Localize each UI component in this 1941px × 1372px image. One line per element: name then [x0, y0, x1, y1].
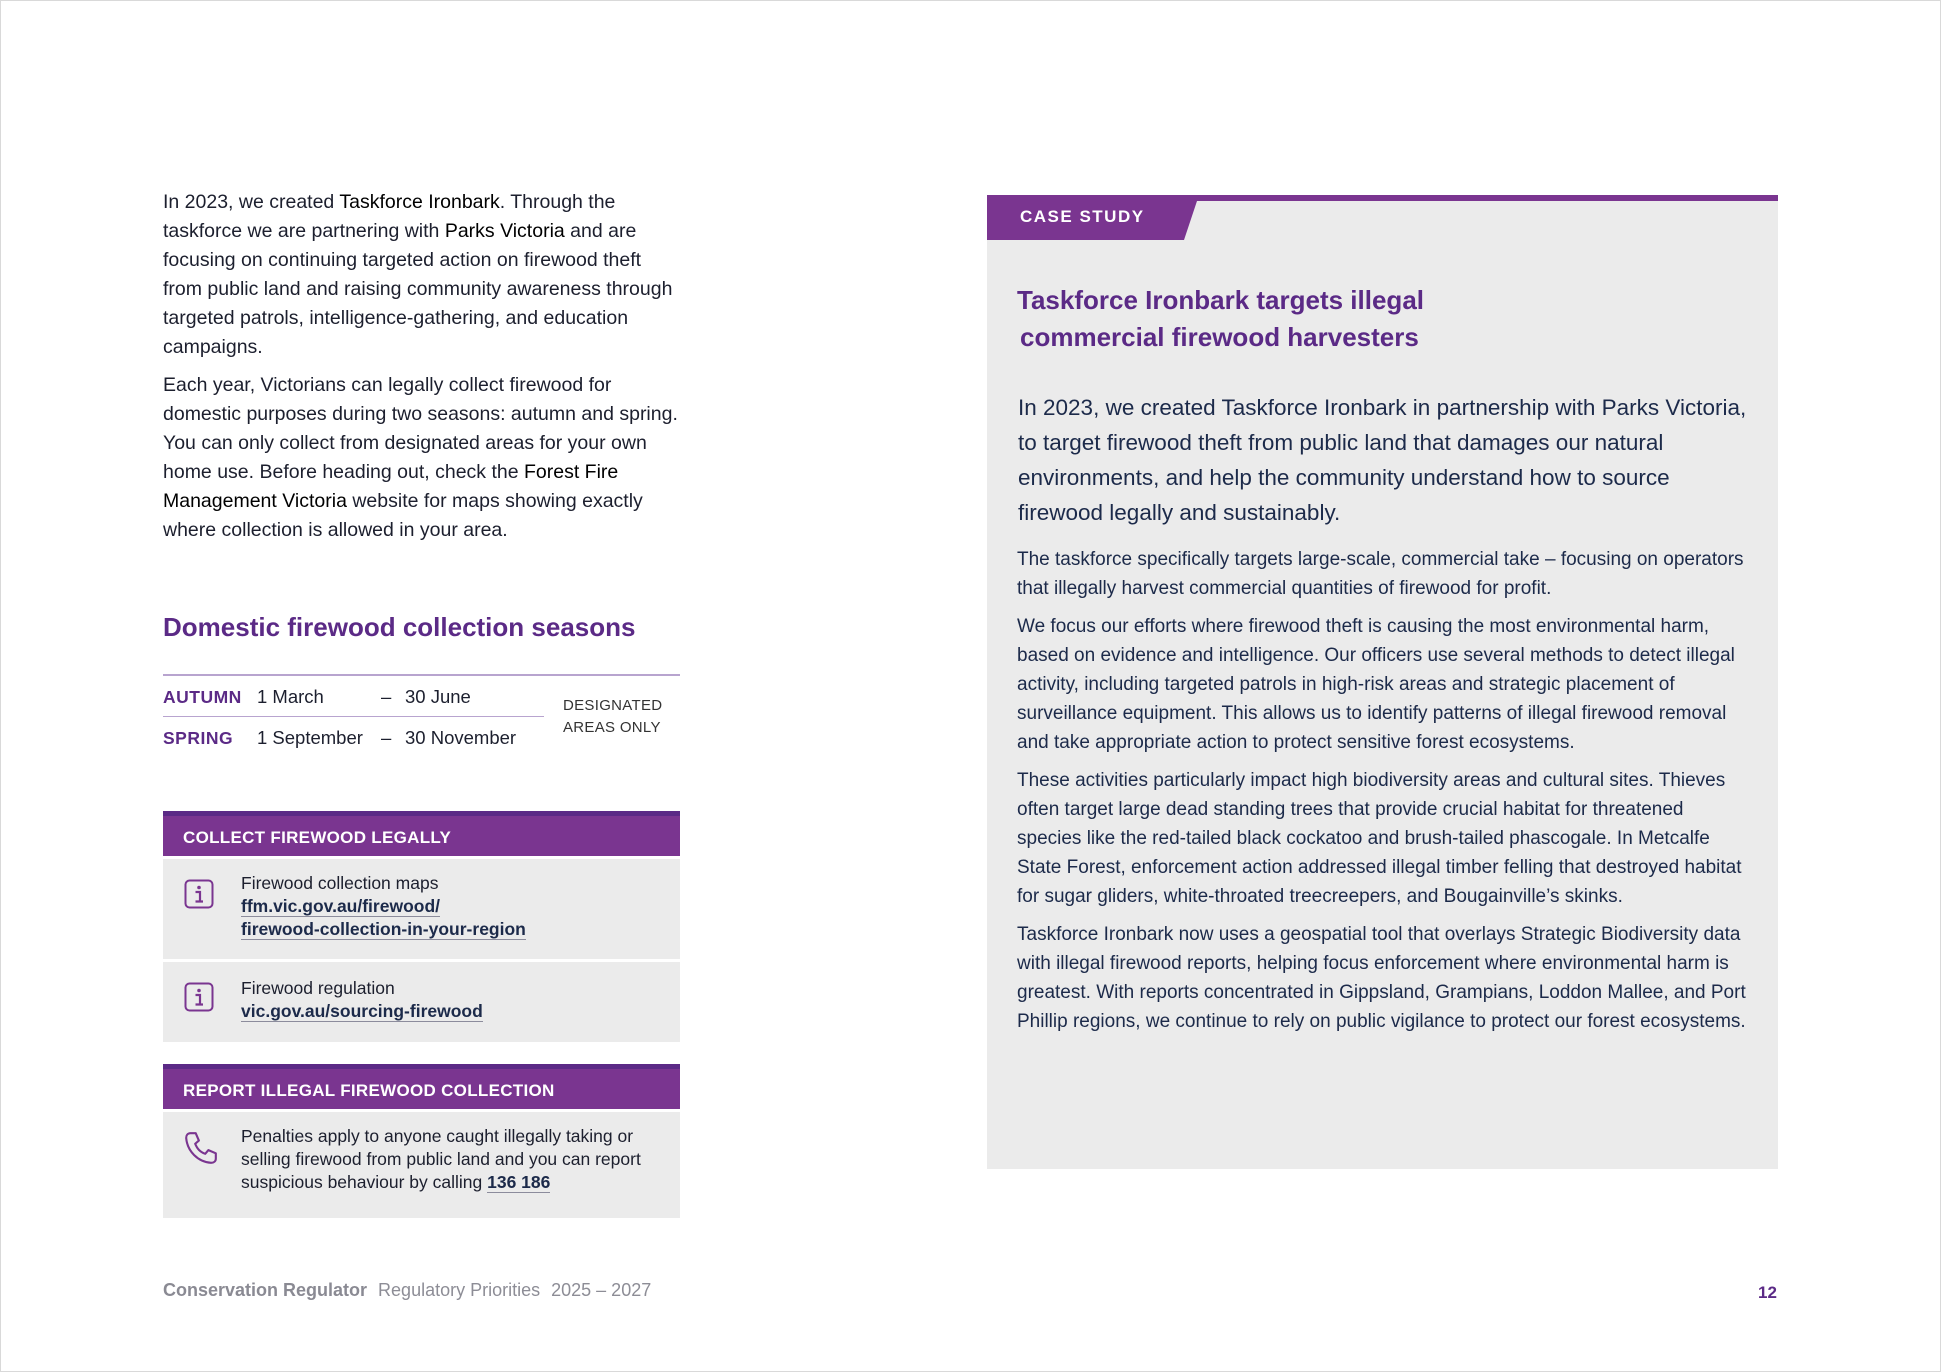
- intro-paragraph: In 2023, we created Taskforce Ironbark. Through the taskforce we are partnering with Parks Victoria and are focusing on continuing targeted action on firewood theft from public land and raising community awareness through targeted patrols, intelligence-gathering, and education campaigns.: [163, 191, 673, 358]
- collection-maps-link[interactable]: ffm.vic.gov.au/firewood/: [241, 896, 441, 916]
- collect-firewood-box: [163, 811, 680, 1042]
- report-box-header: REPORT ILLEGAL FIREWOOD COLLECTION: [163, 1064, 680, 1109]
- season-row-autumn: AUTUMN 1 March – 30 June: [163, 676, 544, 717]
- designated-areas-note: DESIGNATED AREAS ONLY: [563, 697, 663, 736]
- case-study-title: Taskforce Ironbark targets illegal commercial firewood harvesters: [1017, 285, 1424, 352]
- seasons-table: [163, 674, 680, 757]
- case-paragraph: Taskforce Ironbark now uses a geospatial tool that overlays Strategic Biodiversity data with illegal firewood reports, helping focus enforcement where environmental harm is greatest. With reports concentrated in Gippsland, Grampians, Loddon Mallee, and Port Phillip regions, we continue to rely on public vigilance to protect our forest ecosystems.: [1017, 924, 1746, 1032]
- case-paragraph: The taskforce specifically targets large-scale, commercial take – focusing on operators that illegally harvest commercial quantities of firewood for profit.: [1017, 549, 1744, 599]
- footer-org: Conservation Regulator: [163, 1280, 368, 1300]
- seasons-title: Domestic firewood collection seasons: [163, 612, 636, 642]
- case-paragraph: We focus our efforts where firewood theft is causing the most environmental harm, based on evidence and intelligence. Our officers use several methods to detect illegal activity, including targeted patrols in high-risk areas and strategic placement of surveillance equipment. This allows us to identify patterns of illegal firewood removal and take appropriate action to protect sensitive forest ecosystems.: [1017, 616, 1735, 753]
- parks-victoria-name: Parks Victoria: [444, 220, 565, 242]
- collection-maps-title: Firewood collection maps: [241, 873, 439, 893]
- taskforce-name: Taskforce Ironbark: [339, 191, 500, 213]
- left-column: [163, 188, 679, 554]
- season-name: SPRING: [163, 728, 234, 748]
- case-paragraph: These activities particularly impact high biodiversity areas and cultural sites. Thieves often target large dead standing trees that provide crucial habitat for threatened species like the red-tailed black cockatoo and brush-tailed phascogale. In Metcalfe State Forest, enforcement action addressed illegal timber felling that destroyed habitat for sugar gliders, white-throated treecreepers, and Bougainville’s skinks.: [1017, 770, 1742, 907]
- season-start: 1 March: [257, 686, 324, 707]
- report-item: [163, 1112, 680, 1218]
- collection-maps-link-cont[interactable]: firewood-collection-in-your-region: [241, 919, 526, 939]
- footer-doc-title: Regulatory Priorities: [378, 1280, 541, 1300]
- collect-box-header: COLLECT FIREWOOD LEGALLY: [163, 811, 680, 856]
- phone-icon: [183, 1130, 219, 1166]
- firewood-regulation-title: Firewood regulation: [241, 978, 395, 998]
- season-end: 30 June: [405, 686, 471, 707]
- collection-maps-item: [163, 859, 680, 959]
- report-text: Penalties apply to anyone caught illegally taking or selling firewood from public land and you can report suspicious behaviour by calling: [241, 1126, 641, 1192]
- footer-years: 2025 – 2027: [551, 1280, 652, 1300]
- seasons-paragraph: Each year, Victorians can legally collect firewood for domestic purposes during two seasons: autumn and spring. You can only collect from designated areas for your own home use. Before heading out, check the Forest Fire Management Victoria website for maps showing exactly where collection is allowed in your area.: [163, 374, 678, 541]
- report-phone-link[interactable]: 136 186: [487, 1172, 551, 1192]
- footer: [163, 1280, 651, 1301]
- info-icon: [184, 879, 214, 909]
- case-study-panel: [987, 195, 1778, 1169]
- season-end: 30 November: [405, 727, 517, 748]
- case-study-tab-label: CASE STUDY: [1020, 207, 1145, 226]
- case-study-lead: In 2023, we created Taskforce Ironbark in partnership with Parks Victoria, to target firewood theft from public land that damages our natural environments, and help the community understand how to source firewood legally and sustainably.: [1018, 395, 1747, 525]
- firewood-regulation-item: [163, 962, 680, 1042]
- report-illegal-box: [163, 1064, 680, 1218]
- season-start: 1 September: [257, 727, 363, 748]
- season-row-spring: SPRING 1 September – 30 November: [163, 727, 517, 748]
- firewood-regulation-link[interactable]: vic.gov.au/sourcing-firewood: [241, 1001, 483, 1021]
- page-number: 12: [1758, 1283, 1777, 1302]
- info-icon: [184, 982, 214, 1012]
- ffmv-name: Forest Fire Management Victoria: [163, 461, 619, 512]
- season-name: AUTUMN: [163, 687, 242, 707]
- case-study-body: [1017, 545, 1747, 1045]
